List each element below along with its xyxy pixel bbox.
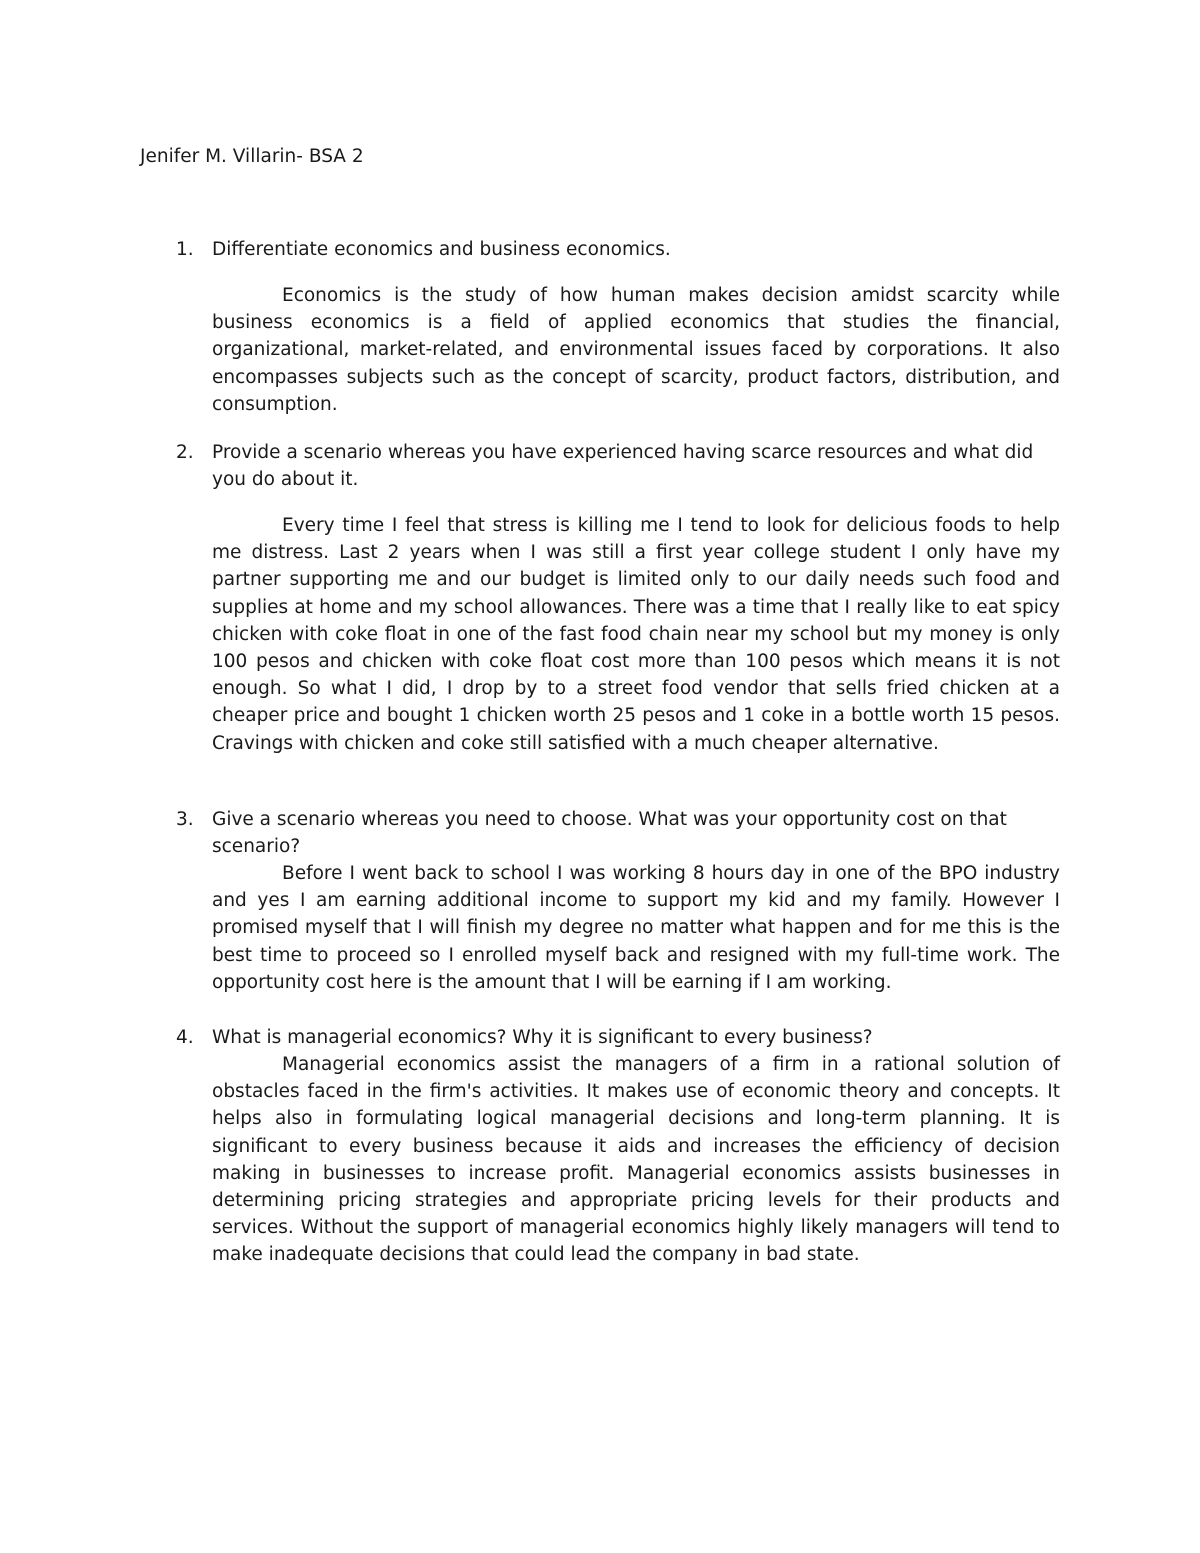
- answer-text: Every time I feel that stress is killing me I tend to look for delicious foods to help me distress. Last 2 years when I was still a first year college student I only have my partner supporting me and our budget is limited only to our daily needs such food and supplies at home and my school allowances. There was a time that I really like to eat spicy chicken with coke float in one of the fast food chain near my school but my money is only 100 pesos and chicken with coke float cost more than 100 pesos which means it is not enough. So what I did, I drop by to a street food vendor that sells fried chicken at a cheaper price and bought 1 chicken worth 25 pesos and 1 coke in a bottle worth 15 pesos. Cravings with chicken and coke still satisfied with a much cheaper alternative.: [212, 515, 1060, 754]
- question-number: 4.: [176, 1027, 194, 1048]
- question-text: What is managerial economics? Why it is significant to every business?: [212, 1027, 873, 1048]
- question-text: Provide a scenario whereas you have experienced having scarce resources and what did you do about it.: [212, 442, 1034, 491]
- question-number: 2.: [176, 442, 194, 463]
- question-text: Differentiate economics and business economics.: [212, 239, 671, 260]
- answer-text: Economics is the study of how human makes decision amidst scarcity while business economics is a field of applied economics that studies the financial, organizational, market-related, and environmental issues faced by corporations. It also encompasses subjects such as the concept of scarcity, product factors, distribution, and consumption.: [212, 285, 1060, 415]
- question-text: Give a scenario whereas you need to choose. What was your opportunity cost on that scenario?: [212, 809, 1007, 858]
- question-number: 1.: [176, 239, 194, 260]
- answer-text: Before I went back to school I was working 8 hours day in one of the BPO industry and yes I am earning additional income to support my kid and my family. However I promised myself that I will finish my degree no matter what happen and for me this is the best time to proceed so I enrolled myself back and resigned with my full-time work. The opportunity cost here is the amount that I will be earning if I am working.: [212, 863, 1060, 993]
- author-line: Jenifer M. Villarin- BSA 2: [140, 146, 364, 167]
- question-number: 3.: [176, 809, 194, 830]
- answer-text: Managerial economics assist the managers of a firm in a rational solution of obstacles faced in the firm's activities. It makes use of economic theory and concepts. It helps also in formulating logical managerial decisions and long-term planning. It is significant to every business because it aids and increases the efficiency of decision making in businesses to increase profit. Managerial economics assists businesses in determining pricing strategies and appropriate pricing levels for their products and services. Without the support of managerial economics highly likely managers will tend to make inadequate decisions that could lead the company in bad state.: [212, 1054, 1060, 1266]
